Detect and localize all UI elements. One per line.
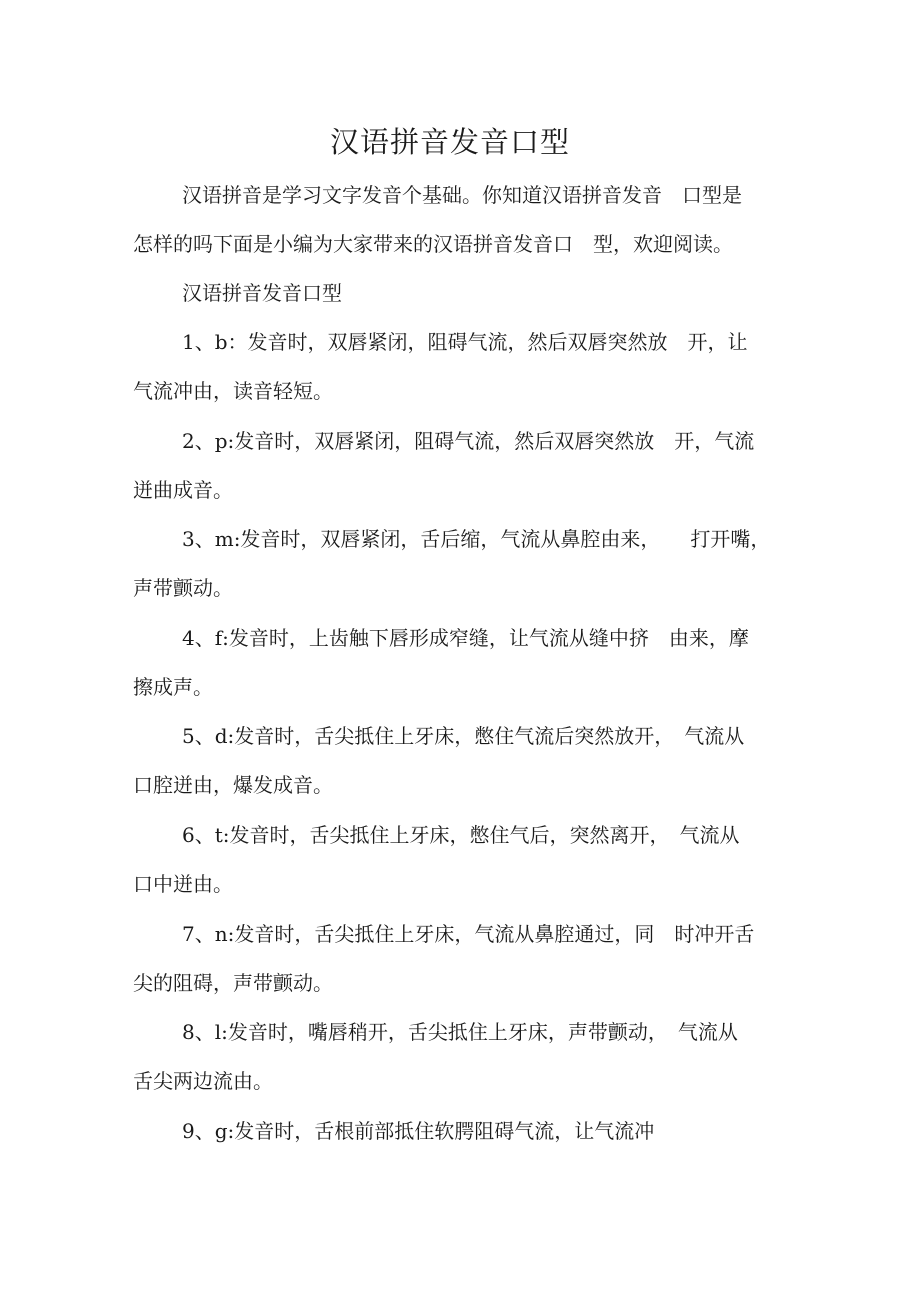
paragraph-line: 5、d:发音时，舌尖抵住上牙床，憋住气流后突然放开， 气流从 xyxy=(182,724,745,748)
paragraph-line: 4、f:发音时，上齿触下唇形成窄缝，让气流从缝中挤 由来，摩 xyxy=(182,626,749,650)
paragraph-line: 尖的阻碍，声带颤动。 xyxy=(133,971,333,995)
paragraph-line: 8、l:发音时，嘴唇稍开，舌尖抵住上牙床，声带颤动， 气流从 xyxy=(182,1020,738,1044)
paragraph-line: 6、t:发音时，舌尖抵住上牙床，憋住气后，突然离开， 气流从 xyxy=(182,823,740,847)
paragraph-line: 口腔迸由，爆发成音。 xyxy=(133,773,333,797)
paragraph-line: 舌尖两边流由。 xyxy=(133,1069,273,1093)
paragraph-line: 9、g:发音时，舌根前部抵住软腭阻碍气流，让气流冲 xyxy=(182,1119,655,1143)
document-title: 汉语拼音发音口型 xyxy=(329,125,570,159)
paragraph-line: 迸曲成音。 xyxy=(133,478,233,502)
paragraph-line: 擦成声。 xyxy=(133,675,213,699)
paragraph-line: 汉语拼音是学习文字发音个基础。你知道汉语拼音发音 口型是 xyxy=(182,183,742,207)
paragraph-line: 3、m:发音时，双唇紧闭，舌后缩，气流从鼻腔由来， 打开嘴， xyxy=(182,527,771,551)
paragraph-line: 气流冲由，读音轻短。 xyxy=(133,379,333,403)
paragraph-line: 7、n:发音时，舌尖抵住上牙床，气流从鼻腔通过，同 时冲开舌 xyxy=(182,922,755,946)
paragraph-line: 口中迸由。 xyxy=(133,872,233,896)
paragraph-line: 汉语拼音发音口型 xyxy=(182,281,342,305)
paragraph-line: 2、p:发音时，双唇紧闭，阻碍气流，然后双唇突然放 开，气流 xyxy=(182,429,755,453)
paragraph-line: 声带颤动。 xyxy=(133,576,233,600)
paragraph-line: 怎样的吗下面是小编为大家带来的汉语拼音发音口 型，欢迎阅读。 xyxy=(133,232,733,256)
paragraph-line: 1、b：发音时，双唇紧闭，阻碍气流，然后双唇突然放 开，让 xyxy=(182,330,748,354)
